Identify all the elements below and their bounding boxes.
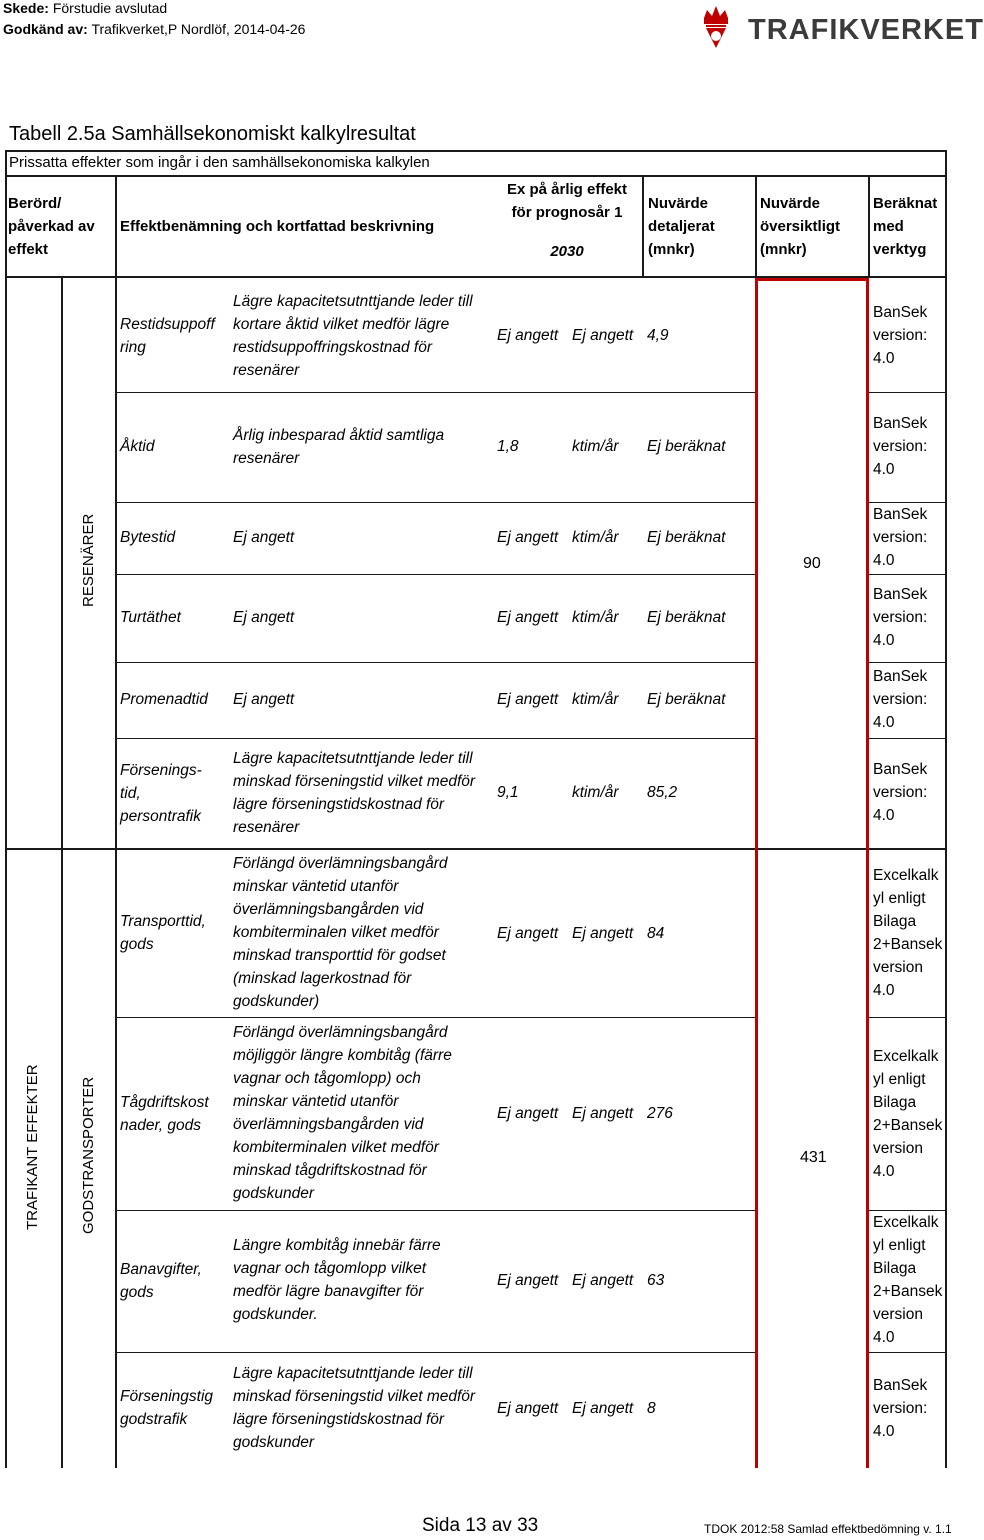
row-example-value: Ej angett <box>497 1400 559 1417</box>
tool-line: version <box>873 1306 923 1323</box>
description-line: kombiterminalen vilket medför <box>233 924 439 941</box>
row-description <box>233 424 444 470</box>
tool-line: Excelkalk <box>873 1048 939 1065</box>
description-line: Längre kombitåg innebär färre <box>233 1237 441 1254</box>
effect-name-line: ring <box>120 339 146 356</box>
skede-label: Skede: <box>3 0 49 16</box>
tool-line: version: <box>873 609 928 626</box>
row-nuvarde-detaljerat: 276 <box>647 1105 673 1122</box>
row-effect-name <box>120 1258 202 1304</box>
row-tool <box>873 1211 942 1349</box>
tool-line: 4.0 <box>873 714 895 731</box>
effect-name-line: Bytestid <box>120 529 176 546</box>
tool-line: BanSek <box>873 586 928 603</box>
description-line: Förlängd överlämningsbangård <box>233 1024 448 1041</box>
row-effect-name <box>120 526 175 549</box>
total-resenarer: 90 <box>803 555 821 572</box>
description-line: vagnar och tågomlopp vilket <box>233 1260 427 1277</box>
group-label-resenarer: RESENÄRER <box>80 513 97 607</box>
tool-line: version: <box>873 784 928 801</box>
description-line: Lägre kapacitetsutnttjande leder till <box>233 1365 473 1382</box>
tool-line: 4.0 <box>873 552 895 569</box>
description-line: lägre förseningstidskostnad för <box>233 796 445 813</box>
row-effect-name <box>120 910 206 956</box>
description-line: (minskad lagerkostnad för <box>233 970 412 987</box>
row-example-value: Ej angett <box>497 691 559 708</box>
row-example-value: 9,1 <box>497 784 519 801</box>
row-example-unit: Ej angett <box>572 1105 634 1122</box>
col-header-ex: Ex på årlig effekt för prognosår 1 2030 <box>492 178 642 263</box>
godkand-line <box>3 21 305 37</box>
page-number: Sida 13 av 33 <box>422 1515 539 1536</box>
description-line: Lägre kapacitetsutnttjande leder till <box>233 750 473 767</box>
row-example-value: Ej angett <box>497 925 559 942</box>
table-title: Tabell 2.5a Samhällsekonomiskt kalkylresultat <box>9 123 416 145</box>
tool-line: BanSek <box>873 668 928 685</box>
tool-line: BanSek <box>873 1377 928 1394</box>
description-line: resenärer <box>233 819 300 836</box>
tool-line: version: <box>873 438 928 455</box>
row-nuvarde-detaljerat: Ej beräknat <box>647 438 726 455</box>
row-tool <box>873 665 927 734</box>
trafikverket-logo <box>698 4 984 52</box>
effect-name-line: persontrafik <box>120 808 201 825</box>
tool-line: version: <box>873 691 928 708</box>
row-tool <box>873 301 927 370</box>
description-line: Ej angett <box>233 691 295 708</box>
row-tool <box>873 412 927 481</box>
tool-line: Bilaga <box>873 913 917 930</box>
tool-line: version: <box>873 1400 928 1417</box>
col-header-year: 2030 <box>550 243 584 260</box>
description-line: minskar väntetid utanför <box>233 1093 399 1110</box>
tool-line: BanSek <box>873 415 928 432</box>
row-tool <box>873 1045 942 1183</box>
effect-name-line: Turtäthet <box>120 609 181 626</box>
tool-line: 2+Bansek <box>873 1117 943 1134</box>
tool-line: 4.0 <box>873 350 895 367</box>
row-effect-name <box>120 688 208 711</box>
document-id: TDOK 2012:58 Samlad effektbedömning v. 1.1 <box>704 1522 952 1536</box>
row-nuvarde-detaljerat: 8 <box>647 1400 656 1417</box>
tool-line: Excelkalk <box>873 1214 939 1231</box>
row-description <box>233 290 473 382</box>
effect-name-line: Promenadtid <box>120 691 208 708</box>
row-description <box>233 1234 441 1326</box>
description-line: minskad förseningstid vilket medför <box>233 1388 476 1405</box>
row-nuvarde-detaljerat: 85,2 <box>647 784 678 801</box>
description-line: lägre förseningstidskostnad för <box>233 1411 445 1428</box>
col-header-nuvarde-detaljerat: Nuvärde detaljerat (mnkr) <box>648 195 715 258</box>
tool-line: 4.0 <box>873 982 895 999</box>
tool-line: yl enligt <box>873 1237 926 1254</box>
tool-line: 4.0 <box>873 1163 895 1180</box>
row-example-unit: ktim/år <box>572 784 619 801</box>
tool-line: version: <box>873 529 928 546</box>
description-line: Ej angett <box>233 609 295 626</box>
description-line: godskunder) <box>233 993 320 1010</box>
row-tool <box>873 503 927 572</box>
tool-line: 4.0 <box>873 807 895 824</box>
tool-line: yl enligt <box>873 1071 926 1088</box>
godkand-label: Godkänd av: <box>3 21 88 37</box>
row-description <box>233 747 475 839</box>
description-line: minskad transporttid för godset <box>233 947 446 964</box>
row-tool <box>873 583 927 652</box>
description-line: resenärer <box>233 362 300 379</box>
row-example-unit: Ej angett <box>572 1272 634 1289</box>
row-example-unit: Ej angett <box>572 1400 634 1417</box>
col-header-nuvarde-oversiktligt: Nuvärde översiktligt (mnkr) <box>760 195 841 258</box>
table-subtitle: Prissatta effekter som ingår i den samhällsekonomiska kalkylen <box>9 154 430 171</box>
row-example-unit: Ej angett <box>572 925 634 942</box>
row-description <box>233 1021 452 1205</box>
description-line: restidsuppoffringskostnad för <box>233 339 433 356</box>
tool-line: 4.0 <box>873 632 895 649</box>
row-effect-name <box>120 606 181 629</box>
description-line: resenärer <box>233 450 300 467</box>
description-line: medför lägre banavgifter för <box>233 1283 424 1300</box>
effect-name-line: tid, <box>120 785 141 802</box>
total-gods: 431 <box>800 1149 827 1166</box>
row-example-value: Ej angett <box>497 327 559 344</box>
description-line: minskar väntetid utanför <box>233 878 399 895</box>
tool-line: 4.0 <box>873 1329 895 1346</box>
row-tool <box>873 758 927 827</box>
tool-line: Bilaga <box>873 1260 917 1277</box>
row-example-unit: Ej angett <box>572 327 634 344</box>
row-example-unit: ktim/år <box>572 438 619 455</box>
description-line: godskunder <box>233 1185 315 1202</box>
col-header-berord: Berörd/ påverkad av effekt <box>8 195 95 258</box>
row-example-unit: ktim/år <box>572 691 619 708</box>
row-effect-name <box>120 435 154 458</box>
row-example-value: Ej angett <box>497 609 559 626</box>
row-example-value: 1,8 <box>497 438 519 455</box>
description-line: kortare åktid vilket medför lägre <box>233 316 450 333</box>
description-line: minskad tågdriftskostnad för <box>233 1162 427 1179</box>
group-label-trafikant: TRAFIKANT EFFEKTER <box>24 1064 41 1230</box>
tool-line: BanSek <box>873 304 928 321</box>
description-line: godskunder. <box>233 1306 318 1323</box>
row-example-value: Ej angett <box>497 1105 559 1122</box>
description-line: möjliggör längre kombitåg (färre <box>233 1047 452 1064</box>
row-example-value: Ej angett <box>497 529 559 546</box>
godkand-value: Trafikverket,P Nordlöf, 2014-04-26 <box>91 21 306 37</box>
col-header-effekt: Effektbenämning och kortfattad beskrivning <box>120 218 435 235</box>
row-description <box>233 852 448 1013</box>
tool-line: BanSek <box>873 506 928 523</box>
row-nuvarde-detaljerat: Ej beräknat <box>647 691 726 708</box>
group-label-godstransporter: GODSTRANSPORTER <box>80 1076 97 1234</box>
effect-name-line: gods <box>120 1284 154 1301</box>
description-line: minskad förseningstid vilket medför <box>233 773 476 790</box>
crown-icon <box>698 4 744 52</box>
row-nuvarde-detaljerat: 63 <box>647 1272 665 1289</box>
effect-name-line: nader, gods <box>120 1117 202 1134</box>
effect-name-line: Försenings- <box>120 762 202 779</box>
effect-name-line: godstrafik <box>120 1411 188 1428</box>
description-line: överlämningsbangården vid <box>233 901 424 918</box>
row-nuvarde-detaljerat: Ej beräknat <box>647 529 726 546</box>
effect-name-line: Tågdriftskost <box>120 1094 209 1111</box>
row-tool <box>873 864 942 1002</box>
row-effect-name <box>120 313 215 359</box>
row-nuvarde-detaljerat: Ej beräknat <box>647 609 726 626</box>
row-description <box>233 526 294 549</box>
row-effect-name <box>120 1091 209 1137</box>
tool-line: 4.0 <box>873 1423 895 1440</box>
row-tool <box>873 1374 927 1443</box>
col-header-beraknat: Beräknat med verktyg <box>873 195 938 258</box>
row-nuvarde-detaljerat: 4,9 <box>647 327 669 344</box>
description-line: vagnar och tågomlopp) och <box>233 1070 421 1087</box>
description-line: kombiterminalen vilket medför <box>233 1139 439 1156</box>
description-line: Ej angett <box>233 529 295 546</box>
tool-line: version <box>873 959 923 976</box>
description-line: godskunder <box>233 1434 315 1451</box>
row-description <box>233 688 294 711</box>
description-line: Förlängd överlämningsbangård <box>233 855 448 872</box>
skede-value: Förstudie avslutad <box>52 0 168 16</box>
tool-line: version <box>873 1140 923 1157</box>
skede-line <box>3 0 167 16</box>
effect-name-line: gods <box>120 936 154 953</box>
tool-line: 2+Bansek <box>873 1283 943 1300</box>
tool-line: version: <box>873 327 928 344</box>
row-description <box>233 606 294 629</box>
row-example-unit: ktim/år <box>572 529 619 546</box>
tool-line: 4.0 <box>873 461 895 478</box>
effect-name-line: Transporttid, <box>120 913 206 930</box>
row-nuvarde-detaljerat: 84 <box>647 925 665 942</box>
row-effect-name <box>120 759 202 828</box>
effect-name-line: Banavgifter, <box>120 1261 202 1278</box>
effect-name-line: Förseningstig <box>120 1388 214 1405</box>
effect-name-line: Åktid <box>120 438 155 455</box>
row-example-value: Ej angett <box>497 1272 559 1289</box>
row-description <box>233 1362 475 1454</box>
tool-line: yl enligt <box>873 890 926 907</box>
row-example-unit: ktim/år <box>572 609 619 626</box>
effect-name-line: Restidsuppoff <box>120 316 215 333</box>
tool-line: Excelkalk <box>873 867 939 884</box>
description-line: Lägre kapacitetsutnttjande leder till <box>233 293 473 310</box>
description-line: överlämningsbangården vid <box>233 1116 424 1133</box>
tool-line: Bilaga <box>873 1094 917 1111</box>
description-line: Årlig inbesparad åktid samtliga <box>233 427 445 444</box>
tool-line: 2+Bansek <box>873 936 943 953</box>
row-effect-name <box>120 1385 213 1431</box>
logo-text: TRAFIKVERKET <box>748 14 984 46</box>
tool-line: BanSek <box>873 761 928 778</box>
